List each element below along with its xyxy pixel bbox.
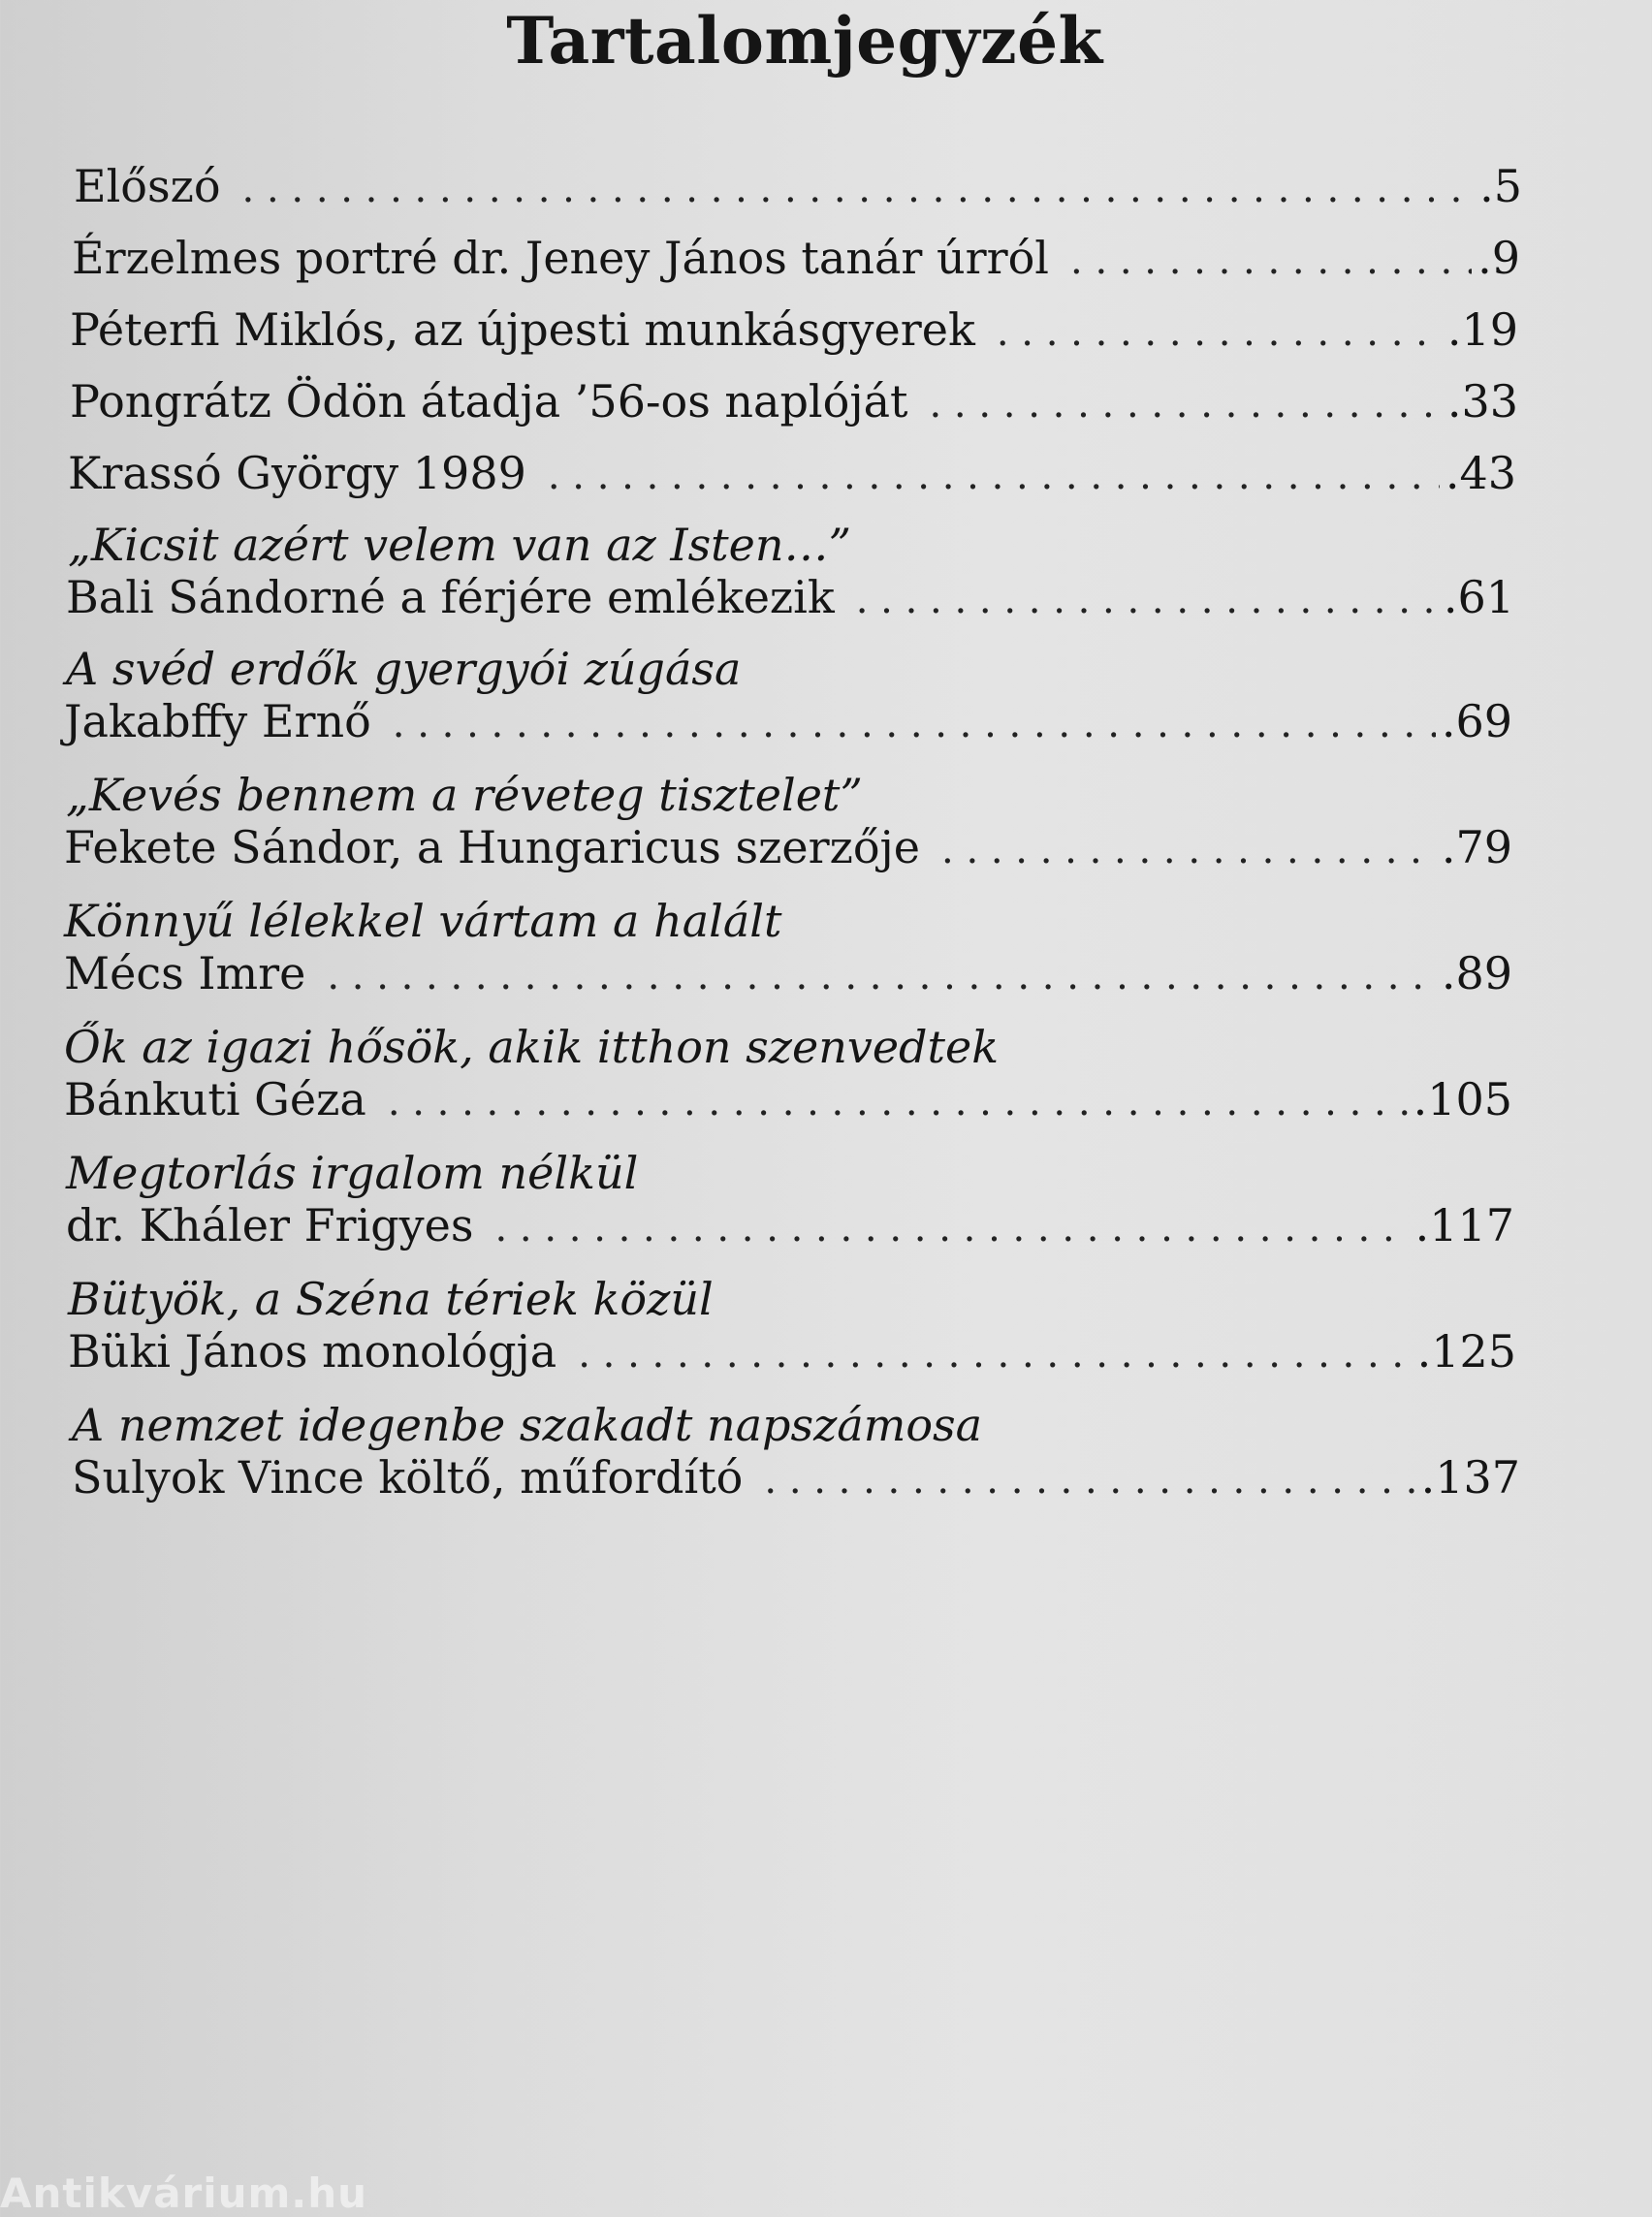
toc-entry-title: Bali Sándorné a férjére emlékezik — [66, 571, 835, 623]
toc-leader-dots — [1070, 232, 1472, 290]
toc-entry — [64, 1070, 1512, 1131]
toc-entry — [64, 692, 1512, 753]
toc-page-number: .9 — [1477, 232, 1520, 284]
toc-entry-subtitle: Könnyű lélekkel vártam a halált — [64, 895, 782, 947]
toc-entry — [70, 372, 1518, 433]
toc-entry-subtitle: „Kicsit azért velem van az Isten…” — [68, 519, 852, 571]
toc-page-number: .105 — [1413, 1073, 1512, 1125]
toc-leader-dots — [494, 1199, 1409, 1257]
toc-leader-dots — [764, 1451, 1414, 1509]
toc-leader-dots — [578, 1325, 1411, 1383]
toc-entry-title: Krassó György 1989 — [68, 447, 526, 499]
toc-leader-dots — [548, 447, 1440, 505]
toc-entry-title: Pongrátz Ödön átadja ’56-os naplóját — [70, 375, 908, 428]
toc-page-number: .43 — [1445, 447, 1516, 499]
toc-entry-title: Jakabffy Ernő — [64, 695, 371, 747]
toc-page-number: .33 — [1446, 375, 1518, 428]
toc-entry-title: Előszó — [74, 160, 221, 212]
toc-leader-dots — [327, 947, 1436, 1005]
toc-entry — [66, 1196, 1514, 1257]
toc-page-number: .69 — [1441, 695, 1512, 747]
toc-entry — [68, 444, 1516, 505]
toc-entry — [64, 944, 1512, 1005]
toc-page-number: .61 — [1443, 571, 1514, 623]
toc-leader-dots — [997, 303, 1442, 362]
toc-page-number: .89 — [1441, 947, 1512, 999]
toc-entry-subtitle: Megtorlás irgalom nélkül — [66, 1147, 639, 1199]
toc-page-number: .125 — [1416, 1325, 1516, 1378]
toc-entry-subtitle: A svéd erdők gyergyói zúgása — [66, 643, 742, 695]
toc-entry-subtitle: A nemzet idegenbe szakadt napszámosa — [72, 1399, 983, 1451]
toc-entry — [70, 301, 1518, 362]
toc-entry-title: Bánkuti Géza — [64, 1073, 366, 1125]
toc-entry-title: Büki János monológja — [68, 1325, 557, 1378]
toc-page-number: .5 — [1479, 160, 1522, 212]
toc-leader-dots — [941, 821, 1436, 879]
toc-entry — [64, 818, 1512, 879]
toc-entry-subtitle: „Kevés bennem a réveteg tisztelet” — [66, 769, 863, 821]
toc-entry-title: Sulyok Vince költő, műfordító — [72, 1451, 744, 1504]
toc-entry-title: Érzelmes portré dr. Jeney János tanár úrról — [72, 232, 1050, 284]
toc-leader-dots — [242, 160, 1475, 218]
toc-entry-title: Péterfi Miklós, az újpesti munkásgyerek — [70, 303, 975, 356]
watermark: Antikvárium.hu — [0, 2169, 368, 2217]
toc-page-number: .19 — [1446, 303, 1518, 356]
toc-leader-dots — [930, 375, 1442, 433]
toc-entry-title: Fekete Sándor, a Hungaricus szerzője — [64, 821, 921, 873]
toc-entry — [72, 229, 1520, 290]
toc-entry — [66, 568, 1514, 629]
page-title: Tartalomjegyzék — [506, 3, 1103, 79]
toc-entry-title: Mécs Imre — [64, 947, 306, 999]
toc-entry — [72, 1448, 1520, 1509]
toc-entry-subtitle: Bütyök, a Széna tériek közül — [68, 1273, 714, 1325]
toc-page-number: .137 — [1420, 1451, 1520, 1504]
toc-page-number: .117 — [1414, 1199, 1514, 1251]
toc-entry-subtitle: Ők az igazi hősök, akik itthon szenvedtek — [64, 1021, 1000, 1073]
toc-entry — [74, 157, 1522, 218]
toc-entry-title: dr. Kháler Frigyes — [66, 1199, 474, 1251]
toc-page-number: .79 — [1441, 821, 1512, 873]
toc-leader-dots — [393, 695, 1436, 753]
toc-leader-dots — [856, 571, 1438, 629]
toc-leader-dots — [388, 1073, 1408, 1131]
toc-entry — [68, 1322, 1516, 1383]
